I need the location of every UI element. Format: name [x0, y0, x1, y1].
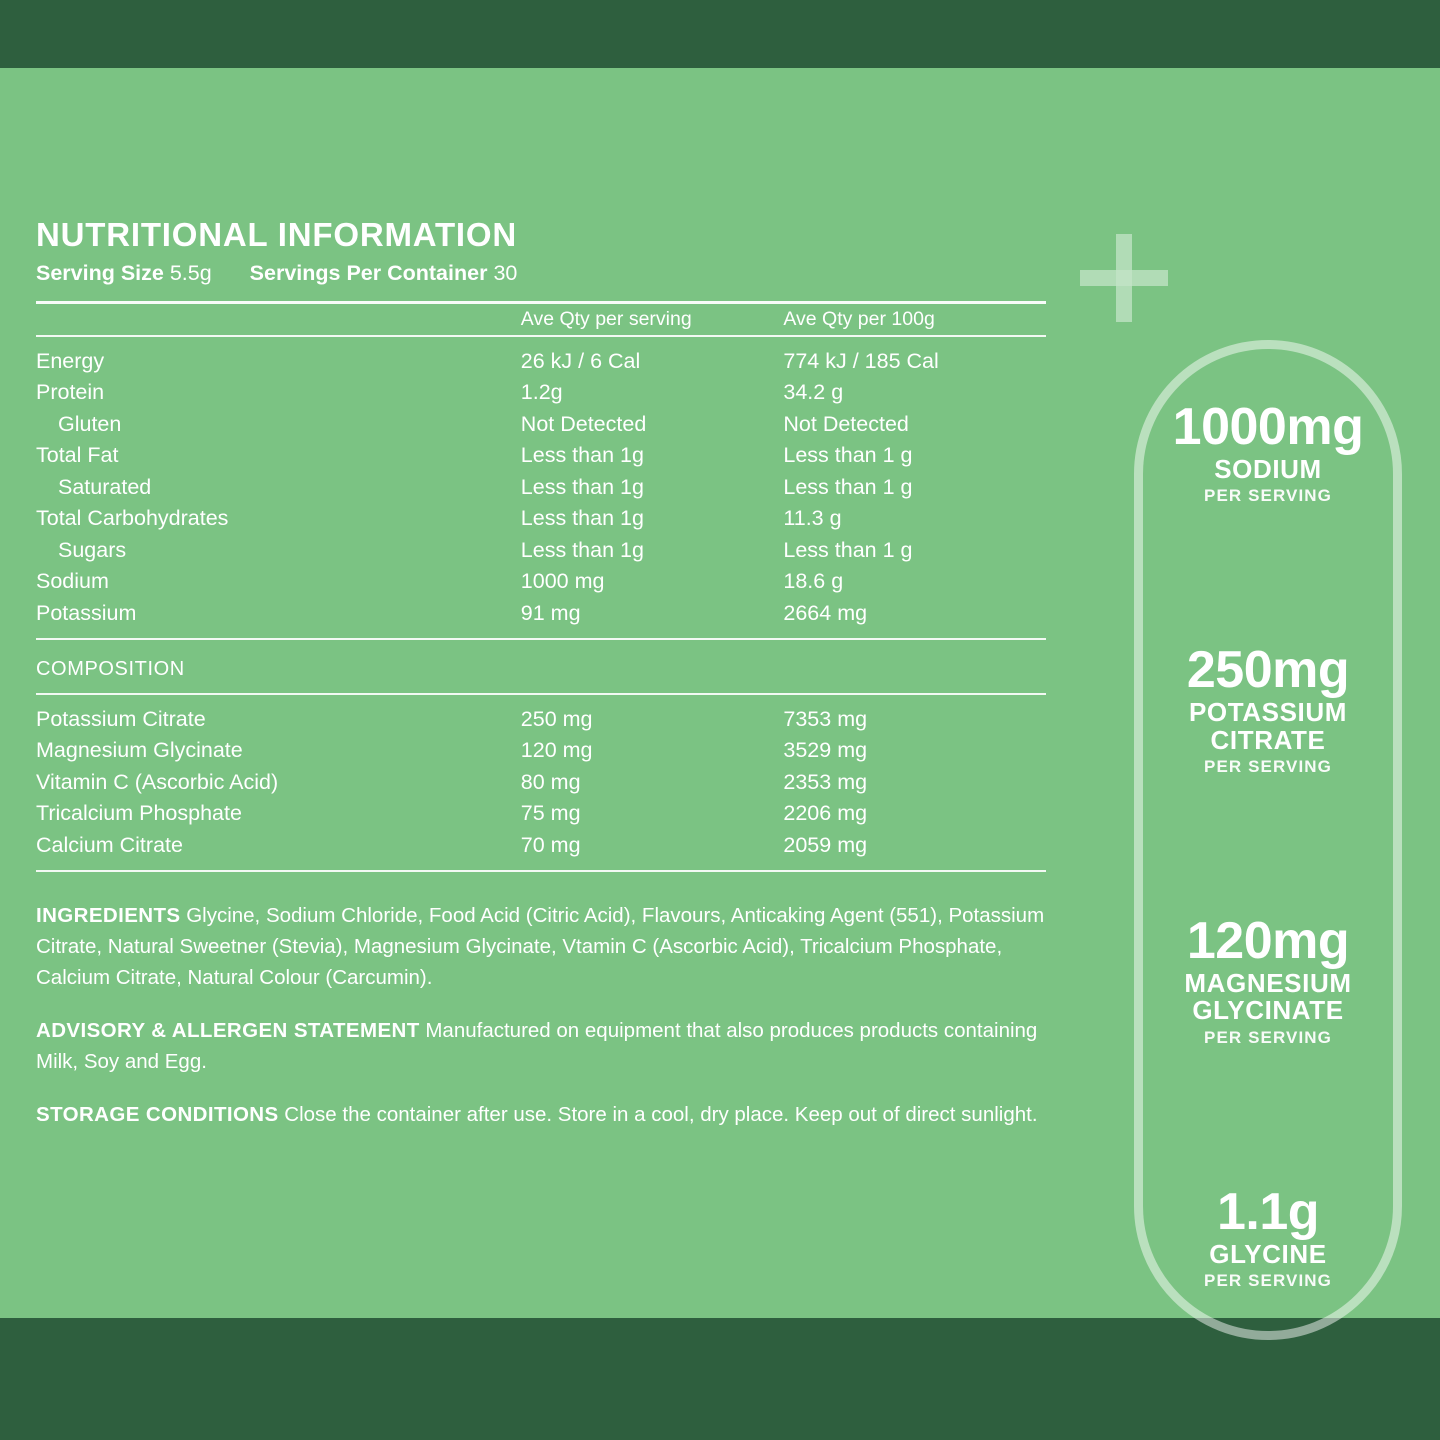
nutrition-panel	[0, 68, 1440, 1318]
nutrient-per-100g: 11.3 g	[783, 506, 842, 531]
composition-per-100g: 7353 mg	[783, 706, 868, 731]
table-row	[36, 566, 1046, 598]
composition-table	[36, 695, 1046, 871]
nutrition-table-area	[36, 218, 1046, 1130]
nutrient-name: Total Fat	[36, 443, 119, 468]
advisory-paragraph	[36, 1015, 1046, 1077]
storage-label: STORAGE CONDITIONS	[36, 1102, 279, 1126]
divider-bottom	[36, 870, 1046, 872]
nutrient-per-100g: Less than 1 g	[783, 474, 913, 499]
key-ingredients-pill	[1134, 340, 1402, 1340]
nutrient-per-100g: 34.2 g	[783, 380, 844, 405]
composition-per-serving: 75 mg	[520, 801, 581, 826]
storage-paragraph	[36, 1099, 1046, 1130]
highlight-per: PER SERVING	[1204, 486, 1332, 506]
plus-icon	[1076, 230, 1172, 326]
nutrient-per-100g: Less than 1 g	[783, 537, 913, 562]
list-item	[1143, 912, 1393, 1048]
highlight-amount: 120mg	[1186, 912, 1350, 971]
page-title: NUTRITIONAL INFORMATION	[36, 216, 517, 253]
composition-per-100g: 2353 mg	[783, 769, 868, 794]
composition-per-serving: 120 mg	[520, 738, 593, 763]
servings-per-container-label: Servings Per Container	[249, 261, 488, 285]
highlight-name: GLYCINE	[1209, 1238, 1327, 1269]
divider-header	[36, 335, 1046, 337]
table-row	[36, 346, 1046, 378]
nutrient-per-100g: Less than 1 g	[783, 443, 913, 468]
nutrient-per-serving: Less than 1g	[520, 474, 644, 499]
highlight-per: PER SERVING	[1204, 1027, 1332, 1047]
nutrient-per-serving: Less than 1g	[520, 537, 644, 562]
table-row	[36, 798, 1046, 830]
highlight-amount: 1000mg	[1172, 398, 1364, 456]
composition-title-row	[36, 640, 1046, 694]
highlight-per: PER SERVING	[1204, 1271, 1332, 1290]
spacer	[36, 337, 1046, 346]
nutrient-per-serving: 26 kJ / 6 Cal	[520, 348, 641, 373]
advisory-text: Manufactured on equipment that also produces products containing Milk, Soy and Egg.	[36, 1018, 1038, 1073]
ingredients-text: Glycine, Sodium Chloride, Food Acid (Citric Acid), Flavours, Anticaking Agent (551), Potassium Citrate, Natural Sweetner (Stevia), Magnesium Glycinate, Vtamin C (Ascorbic Acid), Tricalcium Phosphate, Calcium Citrate, Natural Colour (Carcumin).	[36, 903, 1045, 989]
nutrient-name: Potassium	[36, 600, 137, 625]
nutrient-per-serving: Less than 1g	[520, 506, 644, 531]
highlight-amount: 250mg	[1186, 641, 1350, 700]
advisory-label: ADVISORY & ALLERGEN STATEMENT	[36, 1018, 420, 1042]
list-item	[1143, 398, 1393, 506]
table-row	[36, 767, 1046, 799]
nutrient-per-serving: 1.2g	[520, 380, 563, 405]
spacer	[36, 695, 1046, 704]
spacer	[36, 861, 1046, 870]
composition-name: Magnesium Glycinate	[36, 738, 243, 763]
highlight-amount: 1.1g	[1216, 1182, 1320, 1241]
servings-per-container-value: 30	[493, 261, 518, 285]
column-header-nutrient	[36, 304, 521, 336]
table-row	[36, 830, 1046, 862]
ingredients-paragraph	[36, 900, 1046, 993]
nutrient-name: Total Carbohydrates	[36, 506, 229, 531]
spacer	[36, 629, 1046, 638]
table-row	[36, 598, 1046, 630]
nutrient-per-100g: 18.6 g	[783, 569, 844, 594]
composition-name: Tricalcium Phosphate	[36, 801, 242, 826]
serving-summary	[36, 261, 1046, 287]
nutrition-table	[36, 304, 1046, 336]
nutrient-per-serving: Less than 1g	[520, 443, 644, 468]
serving-size-label: Serving Size	[36, 261, 164, 285]
serving-size-value: 5.5g	[169, 261, 212, 285]
nutrient-name: Sodium	[36, 569, 109, 594]
table-row	[36, 704, 1046, 736]
highlight-name: POTASSIUM CITRATE	[1188, 697, 1348, 755]
table-row	[36, 377, 1046, 409]
nutrient-per-serving: Not Detected	[520, 411, 647, 436]
composition-name: Potassium Citrate	[36, 706, 206, 731]
column-header-per-serving: Ave Qty per serving	[520, 307, 692, 330]
column-header-per-100g: Ave Qty per 100g	[783, 307, 935, 330]
nutrient-name: Sugars	[58, 537, 127, 562]
composition-per-serving: 250 mg	[520, 706, 593, 731]
nutrient-per-100g: Not Detected	[783, 411, 909, 436]
nutrition-values-table	[36, 337, 1046, 639]
nutrient-name: Protein	[36, 380, 105, 405]
composition-name: Vitamin C (Ascorbic Acid)	[36, 769, 279, 794]
highlight-name: MAGNESIUM GLYCINATE	[1184, 968, 1352, 1026]
composition-per-100g: 2206 mg	[783, 801, 868, 826]
nutrient-per-serving: 91 mg	[520, 600, 581, 625]
nutrient-per-serving: 1000 mg	[520, 569, 605, 594]
table-row	[36, 472, 1046, 504]
storage-text: Close the container after use. Store in a cool, dry place. Keep out of direct sunlight.	[284, 1102, 1038, 1126]
table-row	[36, 735, 1046, 767]
list-item	[1143, 641, 1393, 777]
composition-per-serving: 80 mg	[520, 769, 581, 794]
composition-per-100g: 3529 mg	[783, 738, 868, 763]
table-header-row	[36, 304, 1046, 336]
ingredients-label: INGREDIENTS	[36, 903, 181, 927]
nutrient-per-100g: 2664 mg	[783, 600, 868, 625]
list-item	[1143, 1182, 1393, 1291]
divider-composition-top	[36, 638, 1046, 640]
highlight-name: SODIUM	[1214, 454, 1322, 485]
nutrient-per-100g: 774 kJ / 185 Cal	[783, 348, 939, 373]
divider-top	[36, 301, 1046, 304]
nutrient-name: Energy	[36, 348, 105, 373]
composition-name: Calcium Citrate	[36, 832, 183, 857]
table-row	[36, 535, 1046, 567]
highlight-per: PER SERVING	[1204, 756, 1332, 776]
composition-per-100g: 2059 mg	[783, 832, 868, 857]
composition-title: COMPOSITION	[36, 657, 185, 680]
table-row	[36, 409, 1046, 441]
nutrient-name: Saturated	[58, 474, 152, 499]
composition-per-serving: 70 mg	[520, 832, 581, 857]
divider-composition	[36, 693, 1046, 695]
composition-title-table	[36, 640, 1046, 694]
nutrient-name: Gluten	[58, 411, 122, 436]
table-row	[36, 503, 1046, 535]
table-row	[36, 440, 1046, 472]
